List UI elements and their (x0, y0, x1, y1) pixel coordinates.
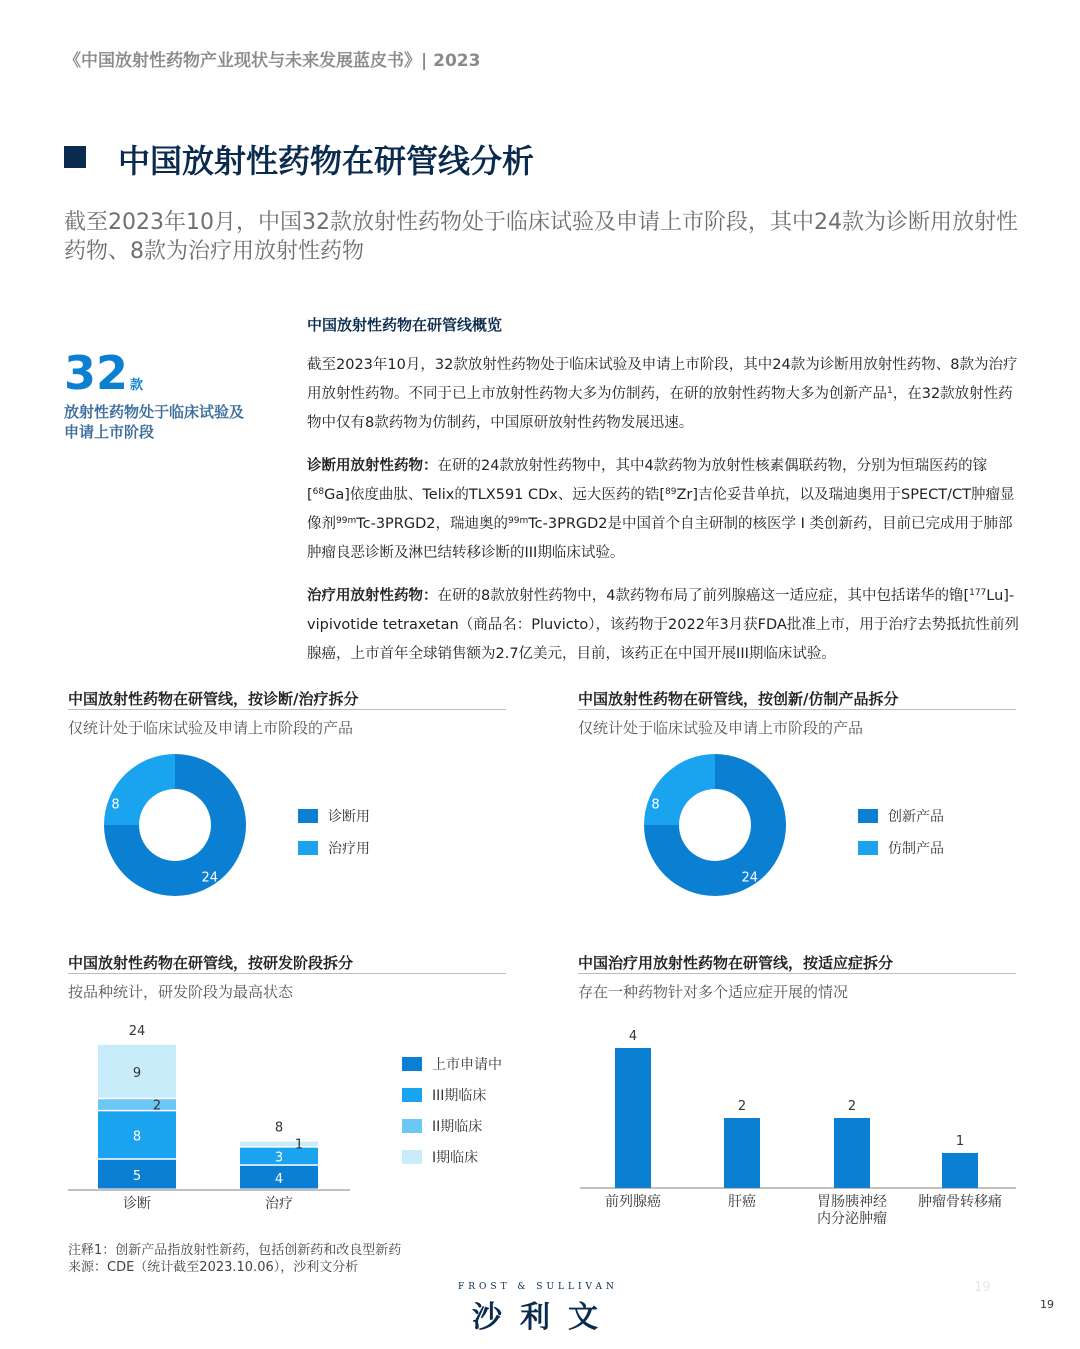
chart3-segment-label: 2 (152, 1098, 162, 1114)
overview-paragraph-diagnostic (307, 452, 1022, 568)
legend-label: 创新产品 (888, 809, 944, 825)
chart4-value-label: 4 (628, 1029, 638, 1044)
isotope-sup: 99m (508, 516, 529, 526)
para2-text-4: Tc-3PRGD2，瑞迪奥的 (356, 516, 509, 532)
chart3-stacked-bar (60, 1010, 360, 1220)
chart4-category-label: 肿瘤骨转移痛 (918, 1194, 1002, 1210)
chart4-value-label: 2 (847, 1099, 857, 1114)
chart1-legend-item-therapeutic (298, 838, 370, 858)
chart4-category-label: 胃肠胰神经 (817, 1194, 887, 1210)
chart2-slice-label: 8 (651, 797, 660, 813)
chart2-legend-item-innovative (858, 806, 944, 826)
chart3-segment-label: 4 (274, 1171, 284, 1187)
para2-text-1: 在研的24款放射性药物中，其中4款药物为放射性核素偶联药物，分别为恒瑞医药的镓[ (307, 458, 988, 503)
chart1-legend (298, 806, 370, 858)
page-number: 19 (1040, 1298, 1054, 1311)
diagnostic-label: 诊断用放射性药物： (307, 458, 438, 474)
overview-paragraph-therapeutic (307, 582, 1022, 669)
chart2-slice-label: 24 (741, 870, 759, 886)
chart3-category-label: 治疗 (265, 1196, 293, 1212)
legend-label: 仿制产品 (888, 841, 944, 857)
chart2-slice (644, 754, 715, 825)
page-title: 中国放射性药物在研管线分析 (118, 142, 535, 180)
chart4-bar (942, 1153, 978, 1188)
legend-swatch (402, 1057, 422, 1071)
chart3-divider (68, 973, 506, 974)
legend-label: 上市申请中 (432, 1057, 502, 1073)
chart1-slice-label: 8 (111, 797, 120, 813)
chart4-bar (724, 1118, 760, 1188)
chart3-segment-label: 3 (274, 1150, 284, 1166)
legend-label: 诊断用 (328, 809, 370, 825)
title-square-marker (64, 146, 86, 168)
overview-heading: 中国放射性药物在研管线概览 (307, 316, 503, 334)
para2-text-5: Tc-3PRGD2是中国首个自主研制的核医学 I 类创新药，目前已完成用于肺部肿瘤良恶诊断及淋巴结转移诊断的III期临床试验。 (307, 516, 1013, 561)
chart4-divider (578, 973, 1016, 974)
isotope-sup: 177 (969, 588, 987, 598)
chart4-bar (570, 1010, 1020, 1240)
chart3-segment-label: 9 (132, 1066, 142, 1082)
overview-paragraph-1 (307, 351, 1022, 438)
footnote-ref: 1 (887, 386, 893, 396)
chart4-bar (834, 1118, 870, 1188)
para3-text-2: Lu]-vipivotide tetraxetan（商品名：Pluvicto），该药物于2022年3月获FDA批准上市，用于治疗去势抵抗性前列腺癌，上市首年全球销售额为2.7亿美元，目前，该药正在中国开展III期临床试验。 (307, 588, 1019, 662)
chart4-value-label: 2 (737, 1099, 747, 1114)
brand-logo-english: FROST & SULLIVAN (458, 1282, 618, 1292)
chart1-slice (104, 754, 175, 825)
isotope-sup: 89 (665, 487, 677, 497)
therapeutic-label: 治疗用放射性药物： (307, 588, 438, 604)
para1-text-b: ，在32款放射性药物中仅有8款药物为仿制药，中国原研放射性药物发展迅速。 (307, 386, 1013, 431)
chart3-legend-item (402, 1116, 502, 1136)
highlight-number-unit: 款 (130, 378, 144, 393)
legend-swatch (402, 1088, 422, 1102)
ghost-page-number: 19 (974, 1280, 991, 1295)
chart3-legend-item (402, 1147, 502, 1167)
highlight-caption: 放射性药物处于临床试验及申请上市阶段 (64, 403, 245, 441)
highlight-number-value: 32 (64, 346, 129, 400)
legend-label: 治疗用 (328, 841, 370, 857)
legend-swatch (298, 809, 318, 823)
chart2-title: 中国放射性药物在研管线，按创新/仿制产品拆分 (578, 690, 899, 708)
chart3-segment-label: 5 (132, 1168, 142, 1184)
chart2-subtitle: 仅统计处于临床试验及申请上市阶段的产品 (578, 719, 864, 737)
page-subtitle: 截至2023年10月，中国32款放射性药物处于临床试验及申请上市阶段，其中24款为诊断用放射性药物、8款为治疗用放射性药物 (64, 210, 1018, 264)
legend-swatch (858, 841, 878, 855)
para1-text-a: 截至2023年10月，32款放射性药物处于临床试验及申请上市阶段，其中24款为诊断用放射性药物、8款为治疗用放射性药物。不同于已上市放射性药物大多为仿制药，在研的放射性药物大多为创新产品 (307, 357, 1018, 402)
chart3-legend-item (402, 1054, 502, 1074)
isotope-sup: 68 (312, 487, 325, 497)
chart4-category-label: 肝癌 (728, 1194, 756, 1210)
chart2-legend (858, 806, 944, 858)
legend-label: III期临床 (432, 1088, 487, 1104)
chart3-segment-label: 1 (294, 1137, 304, 1153)
legend-label: II期临床 (432, 1119, 483, 1135)
footnote-1: 注释1：创新产品指放射性新药，包括创新药和改良型新药 (68, 1243, 402, 1258)
chart3-legend-item (402, 1085, 502, 1105)
chart4-category-label: 内分泌肿瘤 (817, 1211, 887, 1227)
para3-text-1: 在研的8款放射性药物中，4款药物布局了前列腺癌这一适应症，其中包括诺华的镥[ (437, 588, 970, 604)
brand-logo-chinese: 沙利文 (472, 1300, 616, 1335)
chart1-legend-item-diagnostic (298, 806, 370, 826)
chart1-subtitle: 仅统计处于临床试验及申请上市阶段的产品 (68, 719, 354, 737)
chart4-subtitle: 存在一种药物针对多个适应症开展的情况 (578, 983, 849, 1001)
para2-text-2: Ga]依度曲肽、Telix的TLX591 CDx、远大医药的锆[ (324, 487, 666, 503)
chart3-bar-segment (98, 1099, 176, 1110)
chart3-legend (402, 1054, 502, 1178)
isotope-sup: 99m (336, 516, 357, 526)
legend-label: I期临床 (432, 1150, 479, 1166)
chart1-divider (68, 709, 506, 710)
para2-text-3: Zr]吉伦妥昔单抗，以及瑞迪奥用于SPECT/CT肿瘤显像剂 (307, 487, 1015, 532)
chart2-legend-item-generic (858, 838, 944, 858)
chart2-divider (578, 709, 1016, 710)
chart3-total-label: 24 (128, 1023, 146, 1039)
chart4-category-label: 前列腺癌 (605, 1194, 661, 1210)
legend-swatch (402, 1119, 422, 1133)
chart1-donut (100, 750, 250, 900)
legend-swatch (858, 809, 878, 823)
legend-swatch (402, 1150, 422, 1164)
chart4-bar (615, 1048, 651, 1188)
chart3-subtitle: 按品种统计，研发阶段为最高状态 (68, 983, 294, 1001)
chart3-title: 中国放射性药物在研管线，按研发阶段拆分 (68, 954, 354, 972)
chart1-title: 中国放射性药物在研管线，按诊断/治疗拆分 (68, 690, 359, 708)
chart3-total-label: 8 (274, 1120, 284, 1136)
chart4-title: 中国治疗用放射性药物在研管线，按适应症拆分 (578, 954, 894, 972)
source-note: 来源：CDE（统计截至2023.10.06），沙利文分析 (68, 1260, 359, 1275)
chart3-bar-segment (240, 1142, 318, 1147)
chart3-segment-label: 8 (132, 1129, 142, 1145)
chart3-category-label: 诊断 (123, 1196, 151, 1212)
legend-swatch (298, 841, 318, 855)
chart1-slice-label: 24 (201, 870, 219, 886)
report-header-title: 《中国放射性药物产业现状与未来发展蓝皮书》| 2023 (64, 51, 481, 71)
chart2-donut (640, 750, 790, 900)
chart4-value-label: 1 (955, 1134, 965, 1149)
